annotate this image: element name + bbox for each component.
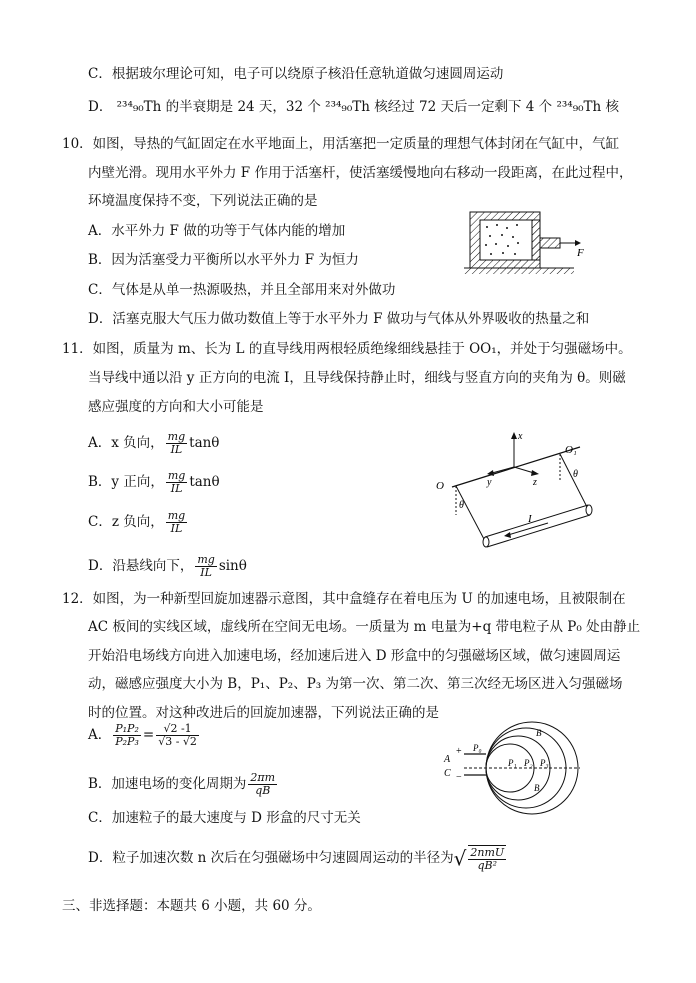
wire-bottom-edge	[487, 515, 590, 547]
force-label: F	[577, 247, 584, 259]
z-axis-label: z	[533, 477, 537, 488]
q10-option-b: B．因为活塞受力平衡所以水平外力 F 为恒力	[88, 252, 359, 268]
root-ratio-fraction: $\frac{√2 -1}{√3 - √2}$	[158, 722, 197, 748]
x-axis-label: x	[518, 431, 523, 442]
piston	[532, 220, 540, 260]
support-bar	[452, 447, 580, 487]
q11-option-a: A．x 负向， $\frac{mg}{IL}$ tanθ	[88, 430, 220, 456]
sqrt-sign: √	[453, 846, 467, 871]
q11-option-c: C．z 负向， $\frac{mg}{IL}$	[88, 509, 186, 535]
q12-option-d: D．粒子加速次数 n 次后在匀强磁场中匀速圆周运动的半径为√ $\frac{\text{2nmU}}{\text{qB²}}$	[88, 846, 505, 872]
gas-chamber	[480, 220, 532, 260]
wire-end-right	[586, 505, 592, 515]
q12-stem-line5: 时的位置。对这种改进后的回旋加速器，下列说法正确的是	[88, 705, 439, 721]
q12-stem-line4: 动，磁感应强度大小为 B，P₁、P₂、P₃ 为第一次、第二次、第三次经无场区进入匀强磁场	[88, 676, 623, 692]
wire-top-edge	[485, 505, 588, 537]
piston-rod	[540, 238, 560, 248]
p1p2-over-p2p3-fraction: $\frac{\text{P₁P₂}}{\text{P₂P₃}}$	[115, 722, 139, 748]
q11-option-d: D．沿悬线向下， $\frac{mg}{IL}$ sinθ	[88, 553, 247, 579]
q11-wire-figure	[430, 425, 605, 555]
plate-a-label: A	[444, 754, 451, 765]
point-o-label: O	[436, 480, 444, 492]
y-axis-label: y	[487, 477, 492, 488]
p0-label: P₀	[473, 743, 482, 753]
q11-stem-line1: 11．如图，质量为 m、长为 L 的直导线用两根轻质绝缘细线悬挂于 OO₁，并处于匀强磁场中。	[62, 341, 632, 357]
ground-hatch	[464, 268, 574, 274]
q10-option-d: D．活塞克服大气压力做功数值上等于水平外力 F 做功与气体从外界吸收的热量之和	[88, 311, 590, 327]
mg-over-il-fraction: $\frac{mg}{IL}$	[167, 469, 186, 495]
mg-over-il-fraction: $\frac{mg}{IL}$	[167, 509, 186, 535]
p2-label: P₂	[524, 758, 533, 768]
q11-stem-line3: 感应强度的方向和大小可能是	[88, 399, 264, 415]
b-label-bottom: B	[534, 783, 540, 793]
q12-option-b: B．加速电场的变化周期为 $\frac{2\pi m}{qB}$	[88, 771, 276, 797]
plate-c-polarity: −	[456, 772, 462, 783]
section-3-heading: 三、非选择题：本题共 6 小题，共 60 分。	[62, 898, 321, 914]
z-axis	[514, 467, 534, 473]
point-o1-label: O₁	[565, 444, 577, 456]
theta-label-right: θ	[573, 469, 578, 480]
period-fraction: $\frac{2\pi m}{qB}$	[250, 771, 276, 797]
q12-stem-line3: 开始沿电场线方向进入加速电场，经加速后进入 D 形盒中的匀强磁场区域，做匀速圆周运	[88, 648, 621, 664]
mg-over-il-fraction: $\frac{mg}{IL}$	[167, 430, 186, 456]
q11-option-b: B．y 正向， $\frac{mg}{IL}$ tanθ	[88, 469, 220, 495]
q9-option-d: D． ²³⁴₉₀Th 的半衰期是 24 天，32 个 ²³⁴₉₀Th 核经过 72 天后一定剩下 4 个 ²³⁴₉₀Th 核	[88, 99, 620, 115]
plate-c-label: C	[444, 768, 451, 779]
q10-cylinder-figure	[460, 208, 590, 278]
q10-stem-line1: 10．如图，导热的气缸固定在水平地面上，用活塞把一定质量的理想气体封闭在气缸中，气缸	[62, 136, 620, 152]
radius-fraction: $\frac{\text{2nmU}}{\text{qB²}}$	[470, 846, 505, 872]
q12-stem-line2: AC 板间的实线区域，虚线所在空间无电场。一质量为 m 电量为+q 带电粒子从 P₀ 处由静止	[88, 619, 641, 635]
q12-cyclotron-figure	[440, 718, 580, 818]
y-axis	[492, 467, 514, 473]
q10-stem-line2: 内壁光滑。现用水平外力 F 作用于活塞杆，使活塞缓慢地向右移动一段距离，在此过程中，	[88, 165, 633, 181]
q12-option-c: C．加速粒子的最大速度与 D 形盒的尺寸无关	[88, 810, 361, 826]
p3-label: P₃	[540, 758, 549, 768]
mg-over-il-fraction: $\frac{mg}{IL}$	[197, 553, 215, 579]
q10-stem-line3: 环境温度保持不变，下列说法正确的是	[88, 193, 318, 209]
q11-stem-line2: 当导线中通以沿 y 正方向的电流 I，且导线保持静止时，细线与竖直方向的夹角为 θ。则磁	[88, 370, 626, 386]
force-arrowhead	[575, 240, 581, 246]
q9-option-c: C．根据玻尔理论可知，电子可以绕原子核沿任意轨道做匀速圆周运动	[88, 66, 504, 82]
q10-option-a: A．水平外力 F 做的功等于气体内能的增加	[88, 223, 346, 239]
q12-option-a: A． $\frac{\text{P₁P₂}}{\text{P₂P₃}}$ = $\frac{√2 -1}{√3 - √2}$	[88, 722, 197, 748]
wire-end-left	[483, 537, 489, 547]
plate-a-polarity: +	[456, 746, 462, 757]
q10-option-c: C．气体是从单一热源吸热，并且全部用来对外做功	[88, 282, 396, 298]
thread-left	[456, 486, 485, 541]
current-label: I	[528, 513, 532, 525]
p1-label: P₁	[508, 758, 517, 768]
q12-stem-line1: 12．如图，为一种新型回旋加速器示意图，其中盒缝存在着电压为 U 的加速电场，且被限制在	[62, 591, 626, 607]
thread-right	[560, 454, 588, 509]
theta-label-left: θ	[459, 500, 464, 511]
b-label-top: B	[536, 728, 542, 738]
